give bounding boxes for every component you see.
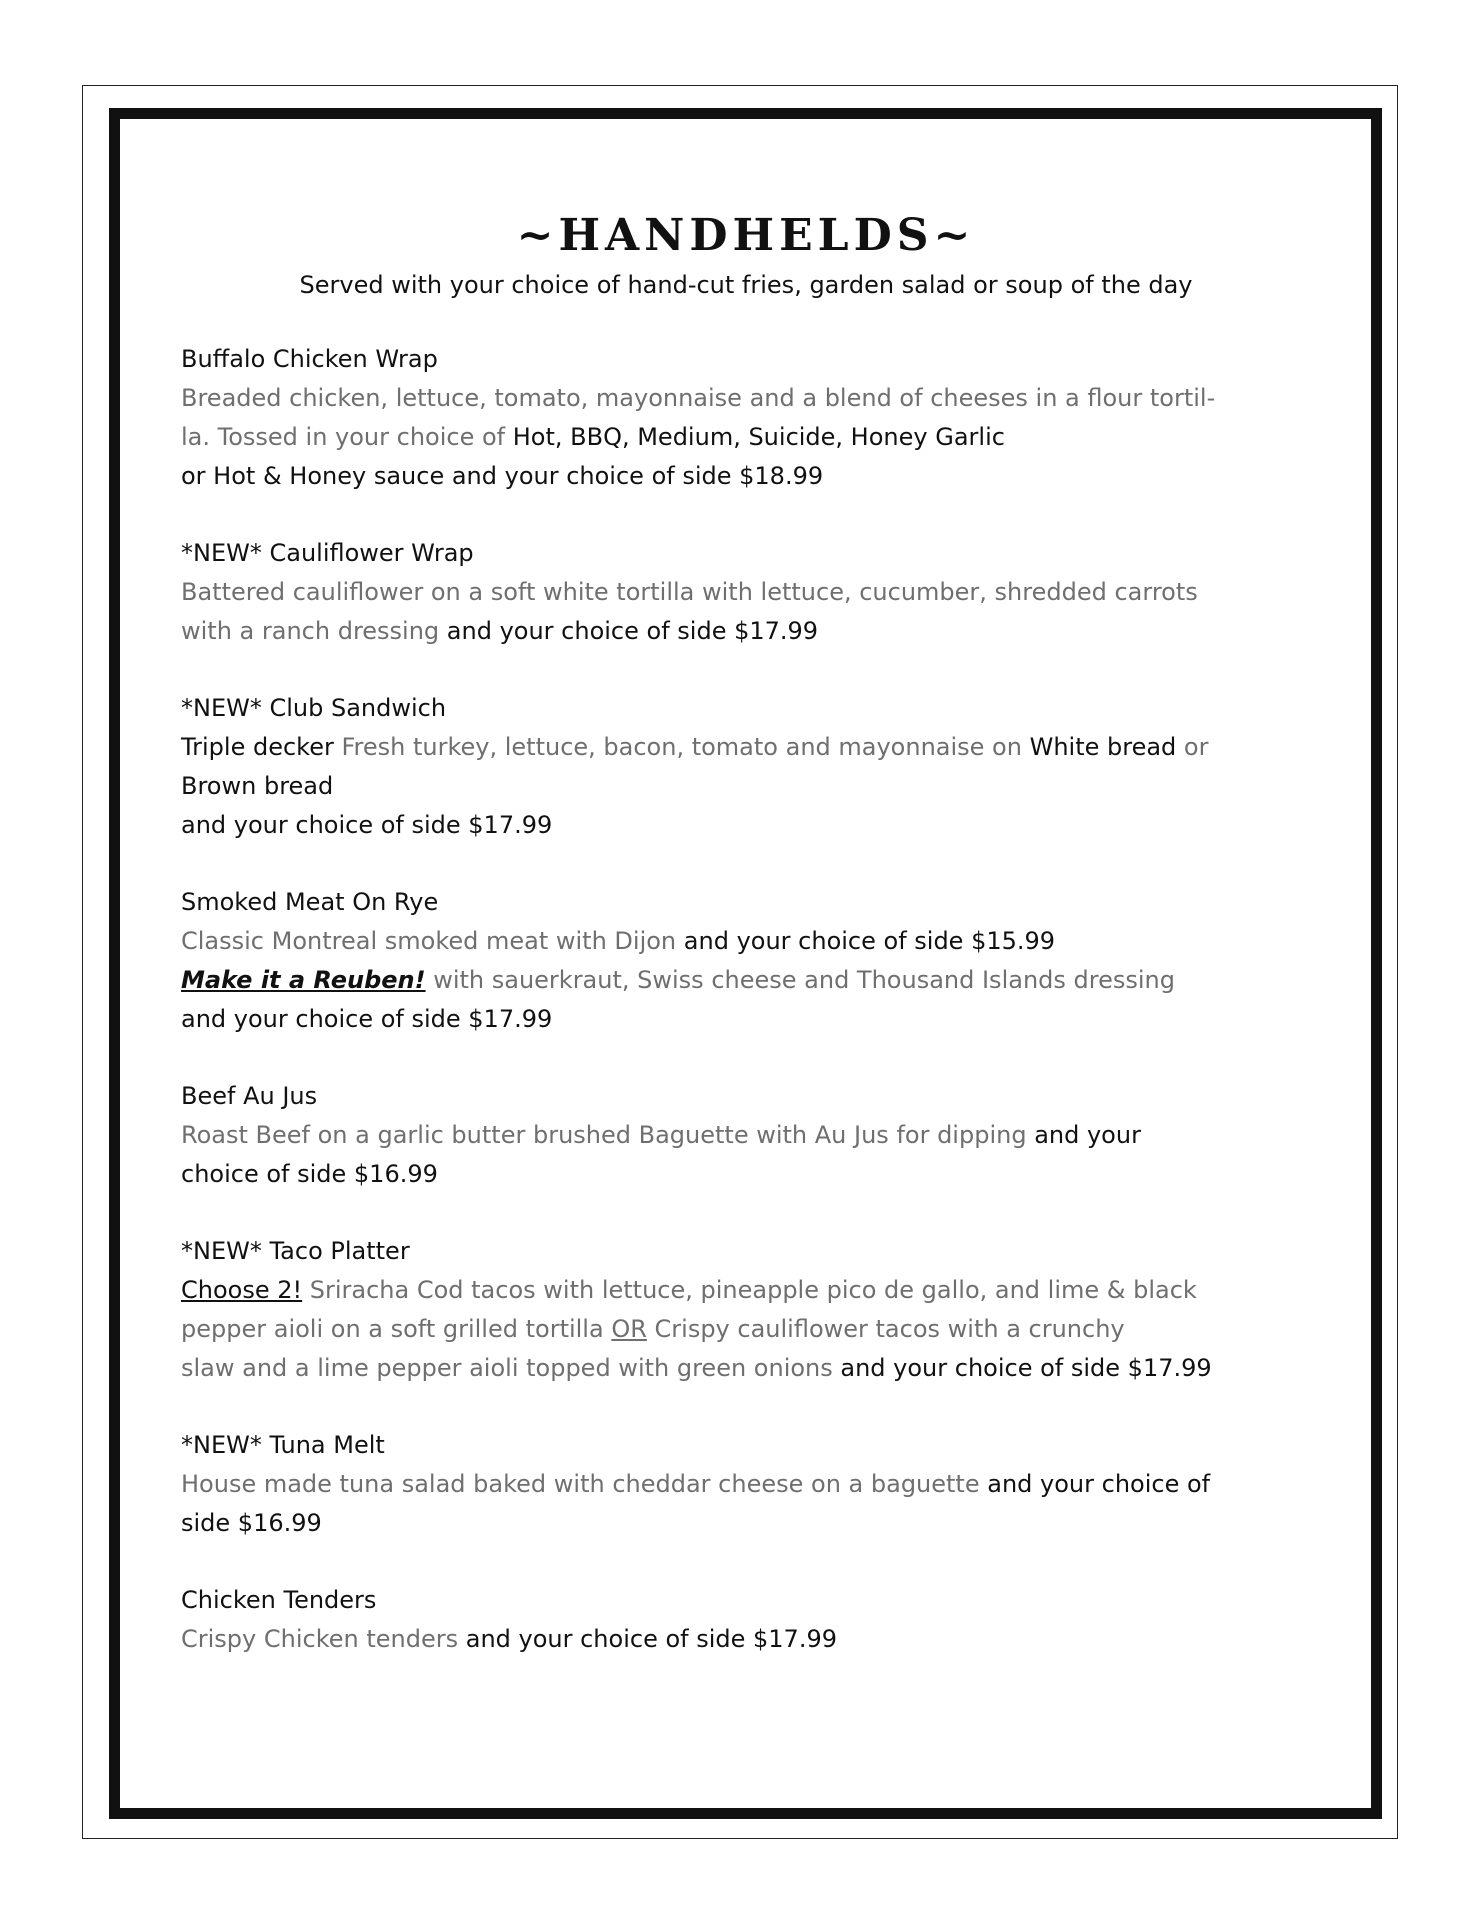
item-desc-emphasis: White bread [1029,733,1177,761]
item-description [181,573,1311,651]
menu-item [181,689,1311,845]
item-desc-text: House made tuna salad baked with cheddar cheese on a baguette [181,1470,988,1498]
item-desc-text: la. Tossed in your choice of [181,423,513,451]
item-description [181,1116,1311,1194]
item-price-line: side $16.99 [181,1509,322,1537]
item-desc-text: with sauerkraut, Swiss cheese and Thousand Islands dressing [425,966,1175,994]
item-price-line: and your [1034,1121,1141,1149]
item-price-line: and your choice of [987,1470,1211,1498]
item-name: *NEW* Club Sandwich [181,694,447,722]
item-desc-text: Fresh turkey, lettuce, bacon, tomato and mayonnaise on [341,733,1030,761]
item-price-line: and your choice of side $17.99 [446,617,819,645]
item-name: Buffalo Chicken Wrap [181,345,438,373]
menu-page [181,208,1311,1697]
item-desc-emphasis: Brown bread [181,772,334,800]
item-desc-text: Crispy Chicken tenders [181,1625,466,1653]
menu-item [181,883,1311,1039]
menu-item [181,340,1311,496]
item-name: Smoked Meat On Rye [181,888,439,916]
item-desc-text: or [1176,733,1209,761]
item-description [181,379,1311,496]
item-name: Chicken Tenders [181,1586,377,1614]
item-desc-text: Crispy cauliflower tacos with a crunchy [646,1315,1125,1343]
item-sauce-options: Hot, BBQ, Medium, Suicide, Honey Garlic [512,423,1005,451]
item-price-line: choice of side $16.99 [181,1160,438,1188]
item-desc-text: Classic Montreal smoked meat with Dijon [181,927,684,955]
item-desc-text: Battered cauliflower on a soft white tortilla with lettuce, cucumber, shredded carrots [181,578,1198,606]
item-name: *NEW* Tuna Melt [181,1431,385,1459]
item-desc-emphasis: Triple decker [181,733,342,761]
item-desc-text: pepper aioli on a soft grilled tortilla [181,1315,612,1343]
or-separator: OR [611,1315,647,1343]
item-description [181,922,1311,1039]
item-description [181,1271,1311,1388]
item-desc-text: Roast Beef on a garlic butter brushed Baguette with Au Jus for dipping [181,1121,1035,1149]
choose-two-label: Choose 2! [181,1276,303,1304]
item-name: Beef Au Jus [181,1082,318,1110]
menu-item [181,534,1311,651]
item-desc-text: slaw and a lime pepper aioli topped with green onions [181,1354,841,1382]
item-description [181,728,1311,845]
item-price-line: and your choice of side $17.99 [181,811,553,839]
item-desc-text: Breaded chicken, lettuce, tomato, mayonnaise and a blend of cheeses in a flour tortil- [181,384,1216,412]
item-description [181,1620,1311,1659]
item-description [181,1465,1311,1543]
reuben-option-label: Make it a Reuben! [181,966,426,994]
menu-item [181,1581,1311,1659]
menu-item [181,1426,1311,1543]
item-name: *NEW* Taco Platter [181,1237,410,1265]
item-price-line: or Hot & Honey sauce and your choice of side $18.99 [181,462,824,490]
item-price-line: and your choice of side $17.99 [840,1354,1212,1382]
item-desc-text: Sriracha Cod tacos with lettuce, pineapple pico de gallo, and lime & black [302,1276,1197,1304]
item-desc-text: with a ranch dressing [181,617,447,645]
menu-title: ~HANDHELDS~ [516,210,976,261]
item-name: *NEW* Cauliflower Wrap [181,539,474,567]
item-price-line: and your choice of side $15.99 [683,927,1056,955]
menu-item [181,1077,1311,1194]
item-price-line: and your choice of side $17.99 [181,1005,553,1033]
item-price-line: and your choice of side $17.99 [465,1625,837,1653]
menu-items [181,340,1311,1659]
menu-subtitle: Served with your choice of hand-cut fries, garden salad or soup of the day [299,271,1193,299]
menu-item [181,1232,1311,1388]
